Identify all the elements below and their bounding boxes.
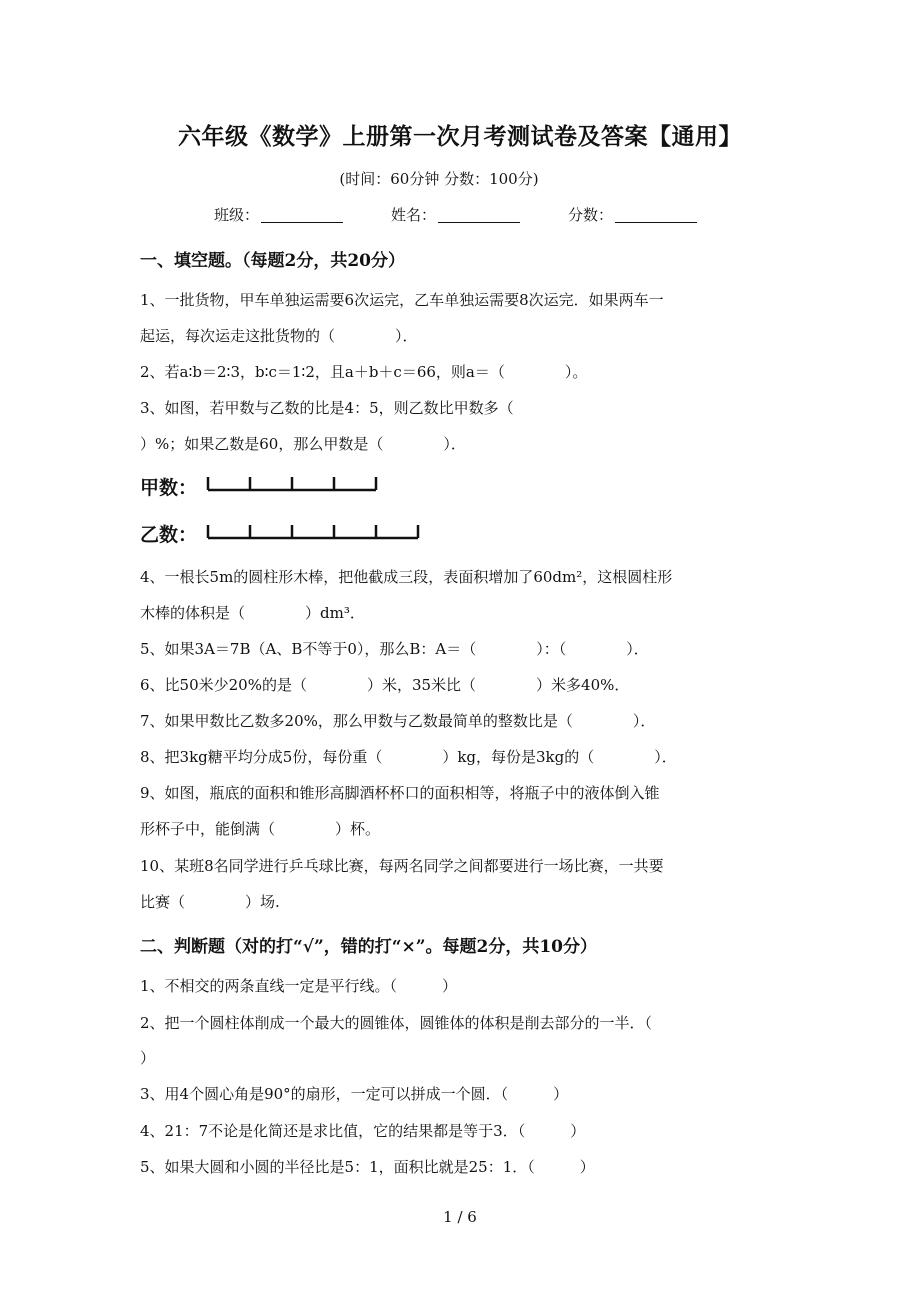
jia-bar bbox=[206, 476, 386, 496]
question-line: 5、如果3A＝7B（A、B不等于0），那么B：A＝（ ）：（ ）． bbox=[140, 640, 649, 658]
question-line: 7、如果甲数比乙数多20%，那么甲数与乙数最简单的整数比是（ ）． bbox=[140, 712, 656, 730]
question-line: 形杯子中，能倒满（ ）杯。 bbox=[140, 820, 381, 838]
question-line: 1、一批货物，甲车单独运需要6次运完，乙车单独运需要8次运完．如果两车一 bbox=[140, 291, 664, 309]
judge-line: ） bbox=[140, 1049, 156, 1067]
name-label: 姓名： bbox=[391, 206, 437, 224]
page-number: 1 / 6 bbox=[443, 1208, 477, 1226]
class-field bbox=[214, 204, 343, 225]
jia-label: 甲数： bbox=[140, 477, 198, 499]
question-line: 3、如图，若甲数与乙数的比是4：5，则乙数比甲数多（ bbox=[140, 399, 514, 417]
score-blank bbox=[615, 206, 697, 223]
question-line: 木棒的体积是（ ）dm³． bbox=[140, 604, 365, 622]
judge-line: 5、如果大圆和小圆的半径比是5：1，面积比就是25：1．（ ） bbox=[140, 1158, 595, 1176]
section1-heading: 一、填空题。（每题2分，共20分） bbox=[140, 251, 405, 271]
yi-bar bbox=[206, 524, 426, 546]
judge-line: 1、不相交的两条直线一定是平行线。（ ） bbox=[140, 977, 458, 995]
judge-line: 3、用4个圆心角是90°的扇形，一定可以拼成一个圆．（ ） bbox=[140, 1085, 569, 1103]
question-line: 4、一根长5m的圆柱形木棒，把他截成三段，表面积增加了60dm²，这根圆柱形 bbox=[140, 568, 673, 586]
judge-line: 2、把一个圆柱体削成一个最大的圆锥体，圆锥体的体积是削去部分的一半．（ bbox=[140, 1014, 653, 1032]
question-line: 2、若a∶b＝2∶3，b∶c＝1∶2，且a＋b＋c＝66，则a＝（ ）。 bbox=[140, 363, 588, 381]
yi-label: 乙数： bbox=[140, 524, 198, 546]
judge-line: 4、21：7不论是化简还是求比值，它的结果都是等于3．（ ） bbox=[140, 1122, 586, 1140]
question-line: 6、比50米少20%的是（ ）米，35米比（ ）米多40%． bbox=[140, 676, 630, 694]
question-line: 10、某班8名同学进行乒乓球比赛，每两名同学之间都要进行一场比赛，一共要 bbox=[140, 857, 664, 875]
question-line: 8、把3kg糖平均分成5份，每份重（ ）kg，每份是3kg的（ ）． bbox=[140, 748, 677, 766]
name-field bbox=[391, 204, 520, 225]
question-line: ）%；如果乙数是60，那么甲数是（ ）． bbox=[140, 435, 466, 453]
question-line: 起运，每次运走这批货物的（ ）． bbox=[140, 327, 418, 345]
name-blank bbox=[438, 206, 520, 223]
score-field bbox=[568, 204, 697, 225]
question-line: 比赛（ ）场. bbox=[140, 893, 280, 911]
page-title: 六年级《数学》上册第一次月考测试卷及答案【通用】 bbox=[178, 123, 742, 150]
class-label: 班级： bbox=[214, 206, 260, 224]
score-label: 分数： bbox=[568, 206, 614, 224]
section2-heading: 二、判断题（对的打“√”，错的打“×”。每题2分，共10分） bbox=[140, 937, 598, 957]
question-line: 9、如图，瓶底的面积和锥形高脚酒杯杯口的面积相等，将瓶子中的液体倒入锥 bbox=[140, 784, 660, 802]
class-blank bbox=[261, 206, 343, 223]
exam-time-score: (时间：60分钟 分数：100分) bbox=[339, 170, 539, 188]
